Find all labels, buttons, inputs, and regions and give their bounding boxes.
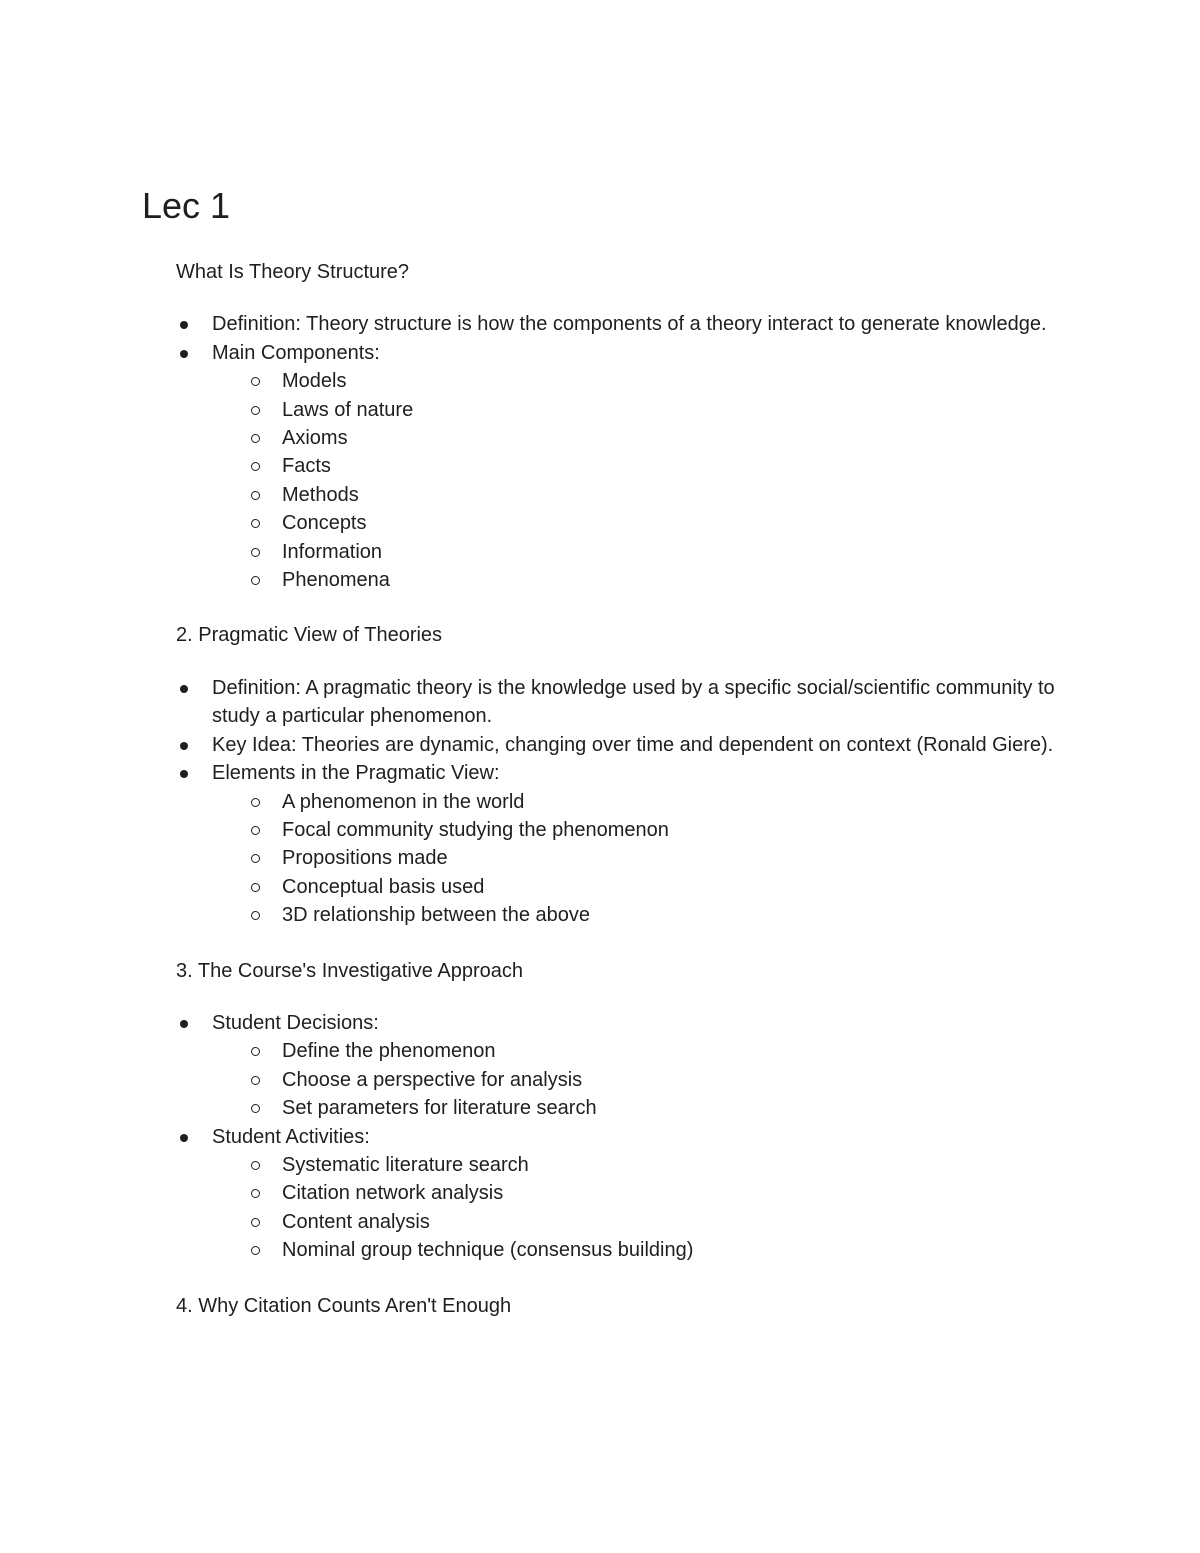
sub-list — [212, 1037, 1066, 1122]
sub-list-item-text: Laws of nature — [282, 398, 414, 421]
section — [176, 957, 1066, 1292]
hollow-bullet-icon — [251, 883, 260, 892]
sub-list-item-text: Systematic literature search — [282, 1153, 529, 1176]
sub-list-item — [176, 873, 1066, 901]
sub-list — [212, 788, 1066, 930]
list-item — [176, 310, 1066, 338]
hollow-bullet-icon — [251, 434, 260, 443]
filled-bullet-icon — [180, 742, 188, 750]
section-heading: What Is Theory Structure? — [176, 261, 410, 283]
bullet-list — [176, 1009, 1066, 1265]
sub-list-item-text: Concepts — [282, 512, 367, 535]
bullet-list — [176, 310, 1066, 594]
filled-bullet-icon — [180, 770, 188, 778]
hollow-bullet-icon — [251, 1076, 260, 1085]
sub-list-item — [176, 424, 1066, 452]
list-item — [176, 1009, 1066, 1123]
sub-list-item-text: Set parameters for literature search — [282, 1097, 597, 1120]
list-item — [176, 674, 1066, 731]
list-item — [176, 759, 1066, 929]
sub-list — [212, 1151, 1066, 1265]
list-item-text: Student Decisions: — [212, 1011, 379, 1034]
hollow-bullet-icon — [251, 798, 260, 807]
list-item — [176, 1123, 1066, 1265]
list-item — [176, 731, 1066, 759]
sub-list-item — [176, 901, 1066, 929]
sub-list-item-text: Choose a perspective for analysis — [282, 1068, 583, 1091]
sub-list-item — [176, 1208, 1066, 1236]
sub-list-item — [176, 1236, 1066, 1264]
sub-list-item — [176, 538, 1066, 566]
sub-list-item-text: 3D relationship between the above — [282, 904, 590, 927]
sub-list-item — [176, 1066, 1066, 1094]
sub-list-item-text: Citation network analysis — [282, 1182, 504, 1205]
sub-list-item — [176, 396, 1066, 424]
list-item — [176, 339, 1066, 595]
list-item-text: Definition: A pragmatic theory is the knowledge used by a specific social/scientific community to study a particular phenomenon. — [212, 676, 1055, 728]
sub-list-item-text: Information — [282, 540, 383, 563]
section — [176, 621, 1066, 956]
sub-list-item-text: Conceptual basis used — [282, 875, 485, 898]
document-body — [176, 258, 1066, 1320]
sub-list-item-text: Axioms — [282, 427, 348, 450]
filled-bullet-icon — [180, 1020, 188, 1028]
sub-list-item — [176, 509, 1066, 537]
sub-list-item — [176, 1094, 1066, 1122]
hollow-bullet-icon — [251, 1218, 260, 1227]
sub-list-item-text: Nominal group technique (consensus building) — [282, 1239, 694, 1262]
sub-list-item — [176, 1151, 1066, 1179]
sub-list-item — [176, 844, 1066, 872]
sub-list-item-text: Facts — [282, 455, 331, 478]
bullet-list — [176, 674, 1066, 930]
section-heading: 3. The Course's Investigative Approach — [176, 959, 523, 982]
sub-list-item — [176, 452, 1066, 480]
section-heading: 4. Why Citation Counts Aren't Enough — [176, 1294, 512, 1317]
hollow-bullet-icon — [251, 826, 260, 835]
filled-bullet-icon — [180, 685, 188, 693]
sub-list-item — [176, 481, 1066, 509]
list-item-text: Elements in the Pragmatic View: — [212, 762, 500, 785]
section — [176, 1292, 1066, 1320]
filled-bullet-icon — [180, 321, 188, 329]
filled-bullet-icon — [180, 1134, 188, 1142]
section-heading: 2. Pragmatic View of Theories — [176, 624, 443, 647]
document-title: Lec 1 — [142, 185, 231, 226]
list-item-text: Definition: Theory structure is how the components of a theory interact to generate knowledge. — [212, 313, 1047, 336]
filled-bullet-icon — [180, 350, 188, 358]
sub-list-item — [176, 816, 1066, 844]
hollow-bullet-icon — [251, 548, 260, 557]
sub-list-item-text: Define the phenomenon — [282, 1040, 496, 1063]
sub-list-item — [176, 1037, 1066, 1065]
sub-list — [212, 367, 1066, 594]
hollow-bullet-icon — [251, 1161, 260, 1170]
sub-list-item — [176, 367, 1066, 395]
section — [176, 258, 1066, 621]
sub-list-item — [176, 1179, 1066, 1207]
list-item-text: Key Idea: Theories are dynamic, changing over time and dependent on context (Ronald Giere). — [212, 733, 1054, 756]
sub-list-item-text: Phenomena — [282, 569, 390, 592]
sub-list-item-text: Methods — [282, 483, 359, 506]
sub-list-item-text: Content analysis — [282, 1210, 430, 1233]
sub-list-item-text: Focal community studying the phenomenon — [282, 818, 669, 841]
sub-list-item — [176, 566, 1066, 594]
hollow-bullet-icon — [251, 406, 260, 415]
hollow-bullet-icon — [251, 491, 260, 500]
list-item-text: Main Components: — [212, 341, 380, 364]
sub-list-item-text: A phenomenon in the world — [282, 790, 525, 813]
sub-list-item — [176, 788, 1066, 816]
sub-list-item-text: Propositions made — [282, 847, 448, 870]
hollow-bullet-icon — [251, 576, 260, 585]
sub-list-item-text: Models — [282, 370, 347, 393]
list-item-text: Student Activities: — [212, 1125, 370, 1148]
